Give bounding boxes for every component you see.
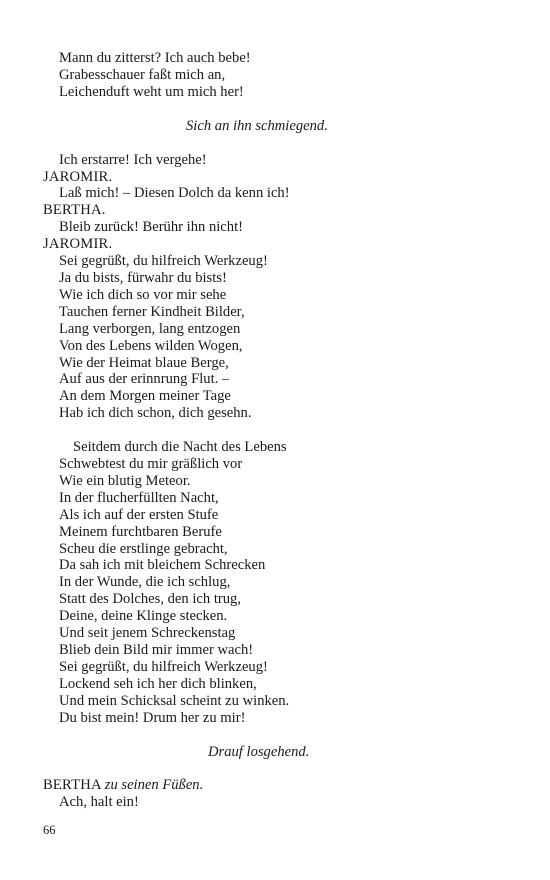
verse-line: Deine, deine Klinge stecken.: [59, 608, 228, 625]
speaker-name: JAROMIR.: [43, 168, 113, 185]
verse-line: An dem Morgen meiner Tage: [59, 388, 231, 405]
verse-line: Grabesschauer faßt mich an,: [59, 66, 226, 83]
verse-line: Hab ich dich schon, dich gesehn.: [59, 405, 252, 422]
verse-line: Da sah ich mit bleichem Schrecken: [59, 557, 266, 574]
stanza-gap: [43, 760, 513, 777]
verse-line: Blieb dein Bild mir immer wach!: [59, 642, 254, 658]
verse-line: Von des Lebens wilden Wogen,: [59, 337, 243, 354]
speaker-name: JAROMIR.: [43, 236, 113, 253]
verse-line: Als ich auf der ersten Stufe: [59, 506, 219, 523]
verse-line: Und mein Schicksal scheint zu winken.: [59, 692, 290, 709]
verse-line: Du bist mein! Drum her zu mir!: [59, 709, 246, 726]
speaker-name: BERTHA: [43, 777, 101, 794]
verse-line: Sei gegrüßt, du hilfreich Werkzeug!: [59, 658, 268, 675]
verse-line: Lockend seh ich her dich blinken,: [59, 675, 257, 692]
verse-line: Ach, halt ein!: [59, 794, 139, 811]
drama-text: [43, 50, 513, 811]
verse-line: Tauchen ferner Kindheit Bilder,: [59, 303, 245, 320]
verse-line: Bleib zurück! Berühr ihn nicht!: [59, 219, 243, 236]
speaker-name: BERTHA.: [43, 202, 106, 219]
verse-line: Meinem furchtbaren Berufe: [59, 523, 222, 540]
stage-direction-inline: zu seinen Füßen.: [104, 777, 204, 794]
verse-line: Schwebtest du mir gräßlich vor: [59, 456, 243, 473]
verse-line: Laß mich! – Diesen Dolch da kenn ich!: [59, 185, 290, 202]
page-number: 66: [43, 823, 56, 837]
stanza-gap: [43, 422, 513, 439]
verse-line: Seitdem durch die Nacht des Lebens: [73, 439, 287, 456]
verse-line: Ja du bists, fürwahr du bists!: [59, 269, 227, 286]
verse-line: Statt des Dolches, den ich trug,: [59, 591, 241, 608]
stanza-gap: [43, 135, 513, 152]
stanza-gap: [43, 101, 513, 118]
verse-line: Leichenduft weht um mich her!: [59, 83, 244, 100]
verse-line: Sei gegrüßt, du hilfreich Werkzeug!: [59, 253, 268, 270]
verse-line: Scheu die erstlinge gebracht,: [59, 540, 228, 557]
verse-line: Wie der Heimat blaue Berge,: [59, 354, 229, 371]
verse-line: Auf aus der erinnrung Flut. –: [59, 371, 230, 388]
verse-line: Lang verborgen, lang entzogen: [59, 320, 241, 337]
speaker-line: [43, 777, 513, 794]
verse-line: Mann du zitterst? Ich auch bebe!: [59, 50, 251, 66]
verse-line: Ich erstarre! Ich vergehe!: [59, 151, 207, 168]
stage-direction: Drauf losgehend.: [208, 743, 310, 760]
verse-line: Wie ich dich so vor mir sehe: [59, 286, 227, 303]
verse-line: In der Wunde, die ich schlug,: [59, 574, 231, 591]
stage-direction: Sich an ihn schmiegend.: [186, 117, 328, 134]
verse-line: In der flucherfüllten Nacht,: [59, 489, 219, 506]
verse-line: Wie ein blutig Meteor.: [59, 472, 191, 489]
verse-line: Und seit jenem Schreckenstag: [59, 625, 236, 642]
stanza-gap: [43, 727, 513, 744]
